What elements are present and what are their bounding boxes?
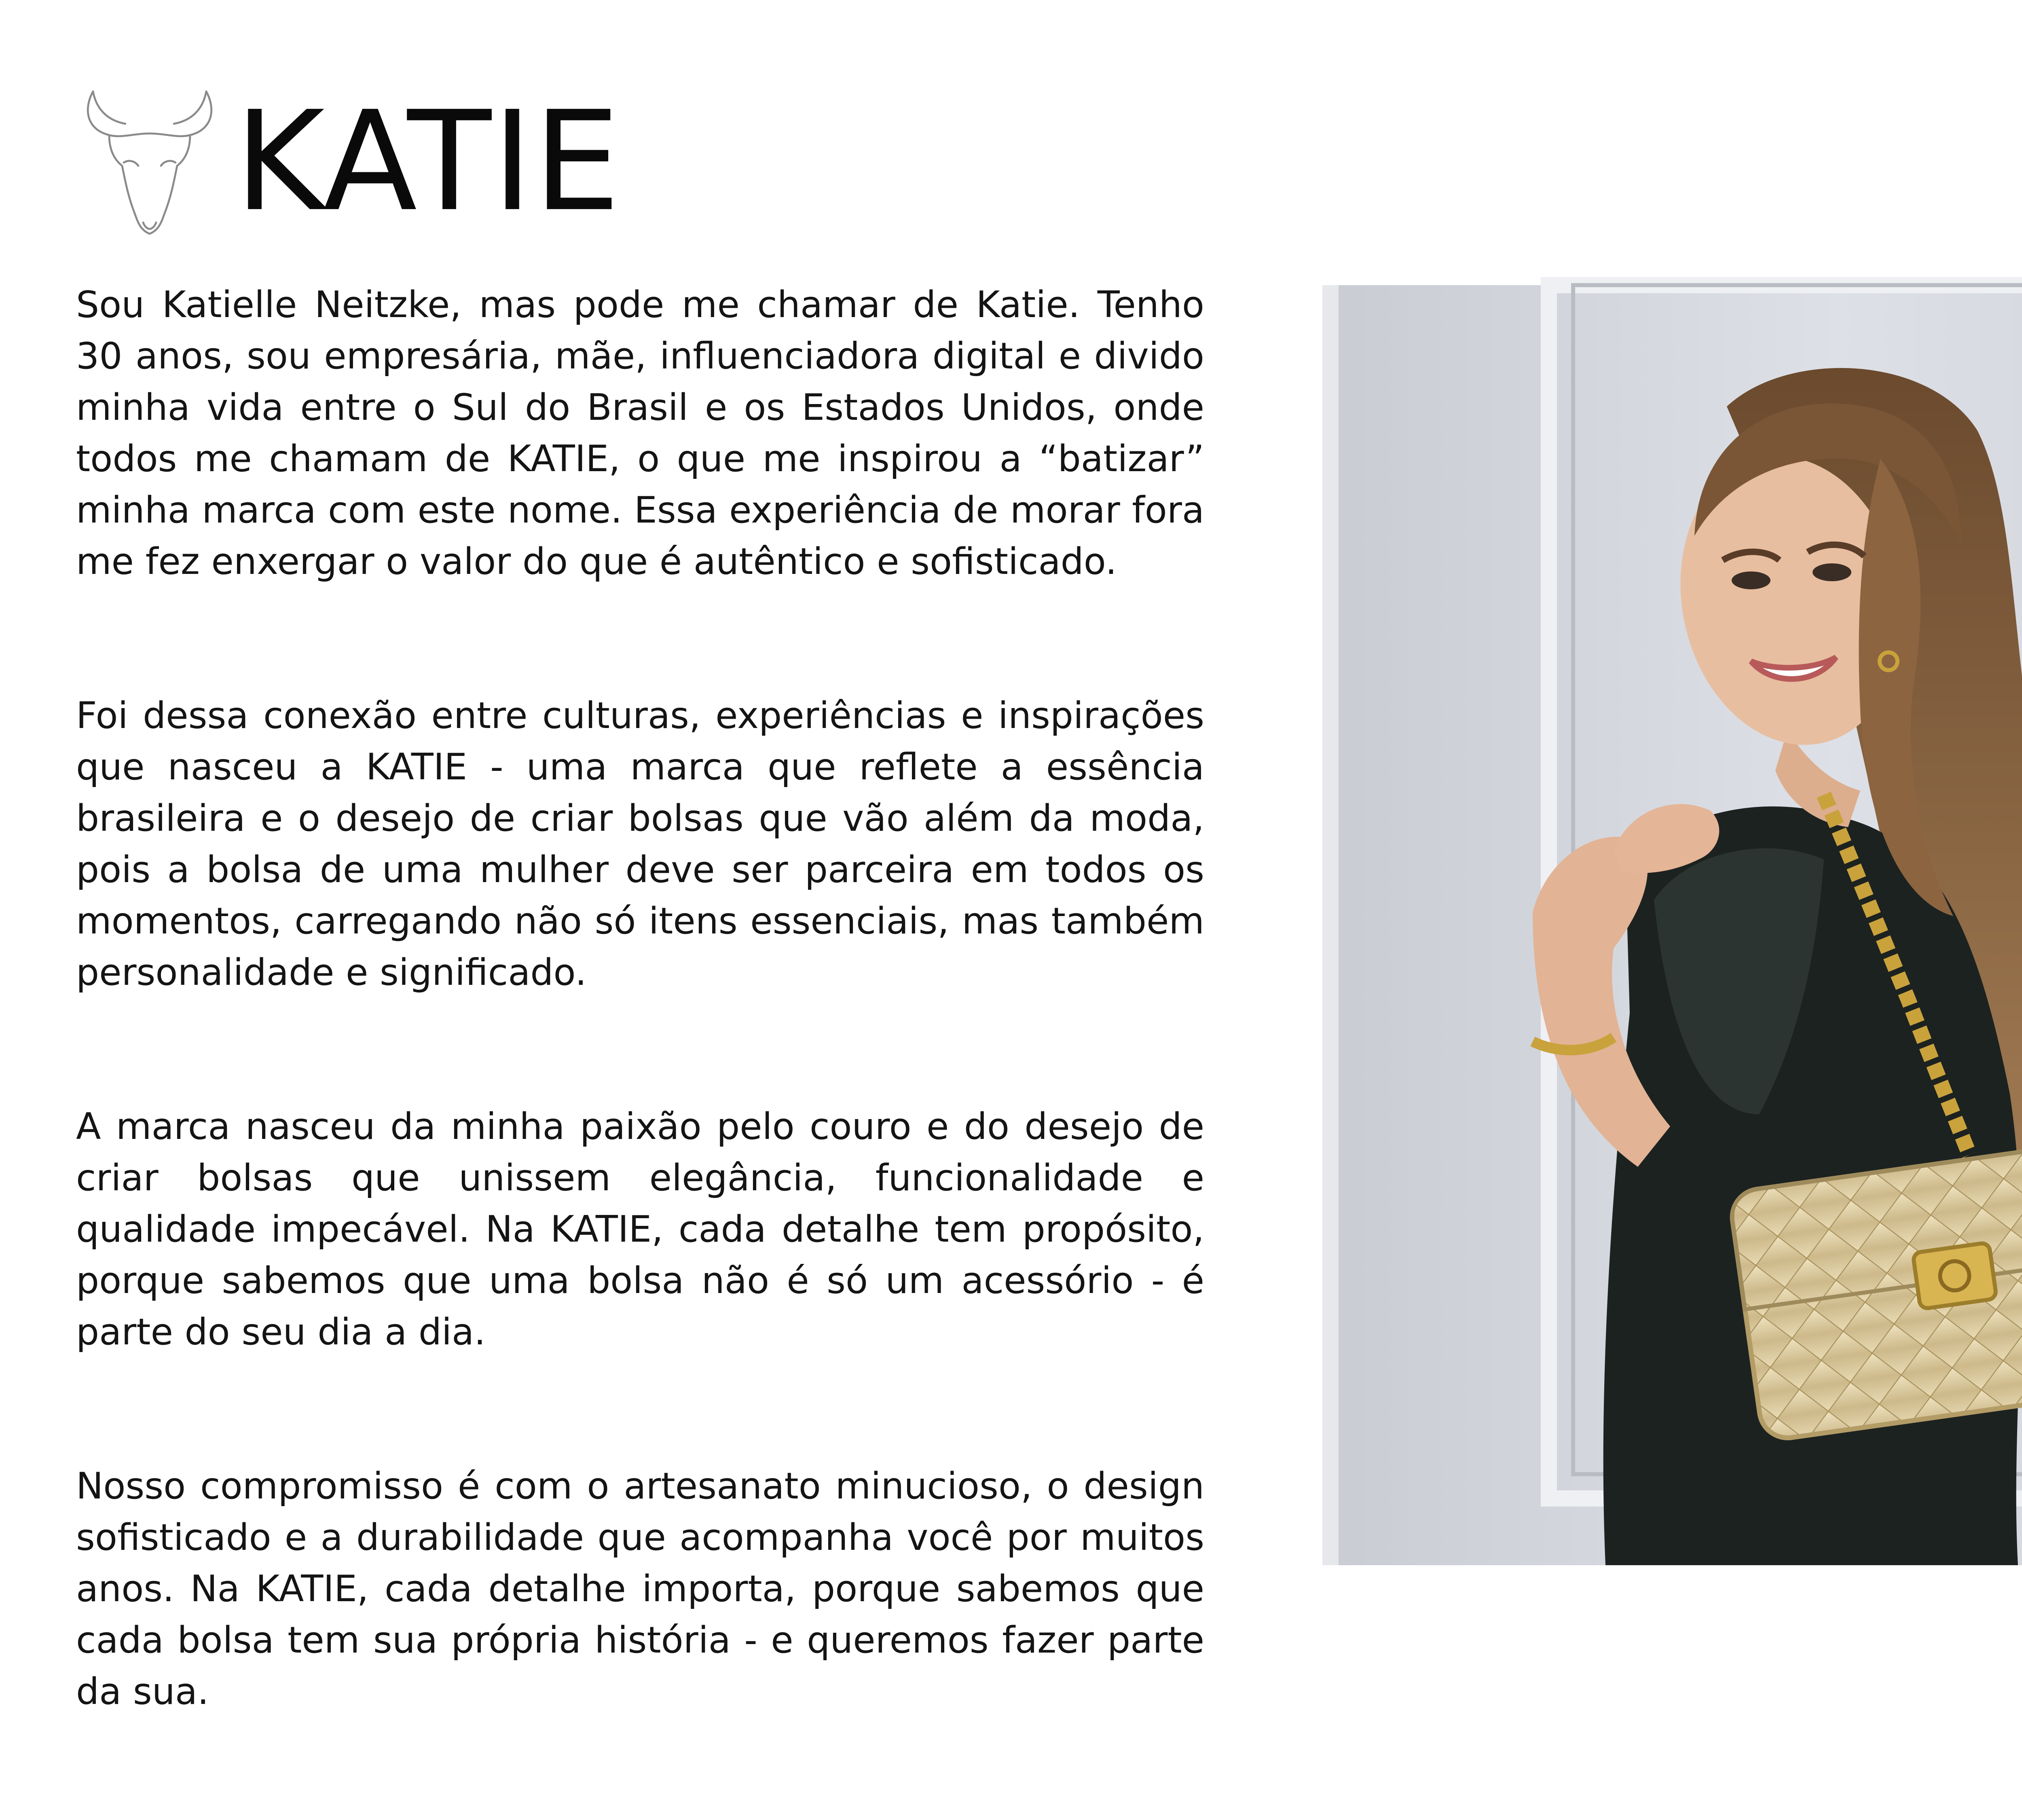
about-paragraph-1: Sou Katielle Neitzke, mas pode me chamar de Katie. Tenho 30 anos, sou empresária, mãe, influenciadora digital e divido minha vida entre o Sul do Brasil e os Estados Unidos, onde todos me chamam de KATIE, o que me inspirou a “batizar” minha marca com este nome. Essa experiência de morar fora me fez enxergar o valor do que é autêntico e sofisticado. xyxy=(76,284,1204,583)
header xyxy=(77,82,621,242)
about-paragraph-2: Foi dessa conexão entre culturas, experiências e inspirações que nasceu a KATIE - uma marca que reflete a essência brasileira e o desejo de criar bolsas que vão além da moda, pois a bolsa de uma mulher deve ser parceira em todos os momentos, carregando não só itens essenciais, mas também personalidade e significado. xyxy=(76,694,1204,994)
brand-name: KATIE xyxy=(235,82,621,242)
about-paragraph-4: Nosso compromisso é com o artesanato minucioso, o design sofisticado e a durabilidade que acompanha você por muitos anos. Na KATIE, cada detalhe importa, porque sabemos que cada bolsa tem sua própria história - e queremos fazer parte da sua. xyxy=(76,1465,1204,1713)
founder-photo xyxy=(1322,285,2022,1565)
bull-skull-icon xyxy=(77,85,222,239)
founder-photo-illustration xyxy=(1322,285,2022,1565)
about-paragraph-3: A marca nasceu da minha paixão pelo couro e do desejo de criar bolsas que unissem elegância, funcionalidade e qualidade impecável. Na KATIE, cada detalhe tem propósito, porque sabemos que uma bolsa não é só um acessório - é parte do seu dia a dia. xyxy=(76,1105,1204,1353)
about-text xyxy=(76,279,1204,1820)
